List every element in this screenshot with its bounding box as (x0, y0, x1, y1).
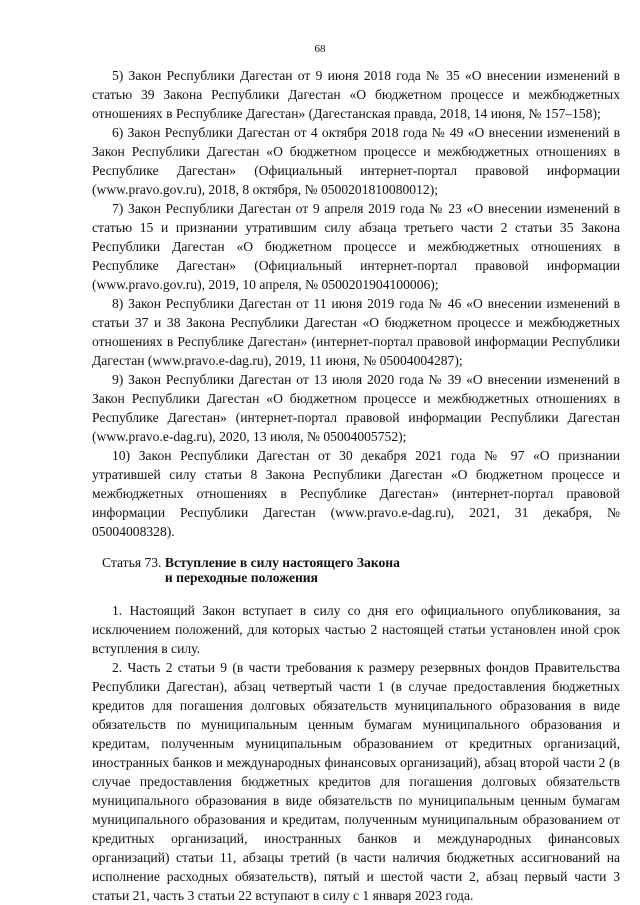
page-number: 68 (314, 43, 326, 55)
document-body (92, 66, 620, 905)
list-item: 8) Закон Республики Дагестан от 11 июня 2019 года № 46 «О внесении изменений в статьи 37 и 38 Закона Республики Дагестан «О бюджетном процессе и межбюджетных отношениях в Республике Дагестан» (интернет-портал правовой информации Республики Дагестан (www.pravo.e-dag.ru), 2019, 11 июня, № 05004004287); (92, 296, 620, 368)
article-number: Статья 73. (102, 555, 162, 570)
list-item: 7) Закон Республики Дагестан от 9 апреля 2019 года № 23 «О внесении изменений в статью 15 и признании утратившим силу абзаца третьего части 2 статьи 35 Закона Республики Дагестан «О бюджетном процессе и межбюджетных отношениях в Республике Дагестан» (Официальный интернет-портал правовой информации (www.pravo.gov.ru), 2019, 10 апреля, № 0500201904100006); (92, 201, 620, 292)
list-item: 10) Закон Республики Дагестан от 30 декабря 2021 года № 97 «О признании утратившей силу статьи 8 Закона Республики Дагестан «О бюджетном процессе и межбюджетных отношениях в Республике Дагестан» (интернет-портал правовой информации Республики Дагестан (www.pravo.e-dag.ru), 2021, 31 декабря, № 05004008328). (92, 448, 620, 539)
list-item: 5) Закон Республики Дагестан от 9 июня 2018 года № 35 «О внесении изменений в статью 39 Закона Республики Дагестан «О бюджетном процессе и межбюджетных отношениях в Республике Дагестан» (Дагестанская правда, 2018, 14 июня, № 157–158); (92, 68, 620, 121)
article-title-line: и переходные положения (164, 570, 318, 585)
article-paragraph: 2. Часть 2 статьи 9 (в части требования к размеру резервных фондов Правительства Республики Дагестан), абзац четвертый части 1 (в случае предоставления бюджетных кредитов для погашения долговых обязательств муниципального образования в виде обязательств по муниципальным ценным бумагам муниципального образования и кредитам, полученным муниципальным образованием от кредитных организаций, иностранных банков и международных финансовых организаций), абзац второй части 2 (в случае предоставления бюджетных кредитов для погашения долговых обязательств муниципального образования в виде обязательств по муниципальным ценным бумагам муниципального образования и кредитам, полученным муниципальным образованием от кредитных организаций, иностранных банков и международных финансовых организаций) статьи 11, абзацы третий (в части наличия бюджетных ассигнований на исполнение расходных обязательств), пятый и шестой части 2, абзац первый части 3 статьи 21, часть 3 статьи 22 вступают в силу с 1 января 2023 года. (92, 660, 620, 903)
article-paragraph: 1. Настоящий Закон вступает в силу со дня его официального опубликования, за исключением положений, для которых частью 2 настоящей статьи установлен иной срок вступления в силу. (92, 603, 620, 656)
article-title (165, 555, 400, 585)
list-item: 6) Закон Республики Дагестан от 4 октября 2018 года № 49 «О внесении изменений в Закон Республики Дагестан «О бюджетном процессе и межбюджетных отношениях в Республике Дагестан» (Официальный интернет-портал правовой информации (www.pravo.gov.ru), 2018, 8 октября, № 0500201810080012); (92, 125, 620, 197)
article-title-line: Вступление в силу настоящего Закона (164, 555, 400, 570)
article-heading (92, 555, 620, 585)
list-item: 9) Закон Республики Дагестан от 13 июля 2020 года № 39 «О внесении изменений в Закон Республики Дагестан «О бюджетном процессе и межбюджетных отношениях в Республике Дагестан» (интернет-портал правовой информации Республики Дагестан (www.pravo.e-dag.ru), 2020, 13 июля, № 05004005752); (92, 372, 620, 444)
